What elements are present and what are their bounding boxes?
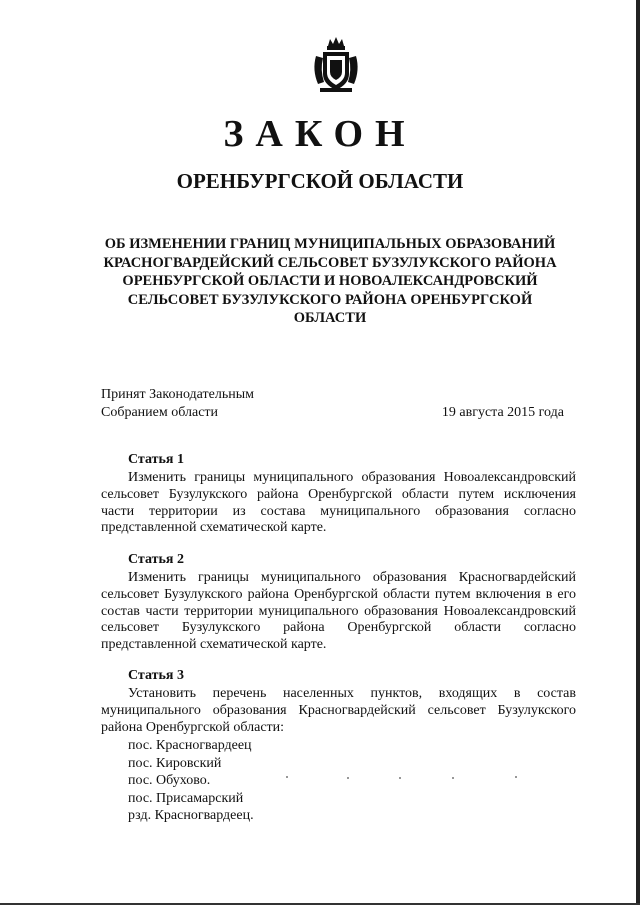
- coat-of-arms-icon: [310, 36, 362, 94]
- heading-line: КРАСНОГВАРДЕЙСКИЙ СЕЛЬСОВЕТ БУЗУЛУКСКОГО РАЙОНА: [103, 254, 557, 271]
- article-line: района Оренбургской области:: [101, 719, 285, 735]
- article-line: представленной схематической карте.: [101, 637, 327, 653]
- article-line: муниципального образования Красногвардейский сельсовет Бузулукского: [101, 702, 576, 718]
- heading-line: СЕЛЬСОВЕТ БУЗУЛУКСКОГО РАЙОНА ОРЕНБУРГСКОЙ: [127, 291, 533, 308]
- heading-line: ОРЕНБУРГСКОЙ ОБЛАСТИ И НОВОАЛЕКСАНДРОВСКИЙ: [122, 273, 538, 289]
- article-line: состав части территории муниципального образования Новоалександровский: [101, 603, 576, 619]
- list-item: пос. Обухово.: [128, 773, 211, 788]
- list-item: пос. Присамарский: [128, 790, 244, 806]
- adoption-line: Собранием области: [101, 405, 219, 420]
- article-line: Изменить границы муниципального образования Красногвардейский: [128, 570, 576, 585]
- article-line: сельсовет Бузулукского района Оренбургской области путем исключения: [101, 486, 576, 502]
- article-line: сельсовет Бузулукского района Оренбургской области согласно: [101, 620, 576, 636]
- article-2-title: Статья 2: [128, 552, 184, 567]
- list-item: пос. Красногвардеец: [128, 738, 252, 753]
- adoption-line: Принят Законодательным: [101, 387, 254, 402]
- article-3-text: [101, 686, 576, 736]
- article-3-title: Статья 3: [128, 668, 184, 683]
- article-1-title: Статья 1: [128, 452, 184, 467]
- heading-line: ОБЛАСТИ: [293, 310, 367, 326]
- adoption-note: [101, 386, 254, 422]
- list-item: рзд. Красногвардеец.: [128, 808, 254, 823]
- article-2-text: [101, 570, 576, 654]
- heading-line: ОБ ИЗМЕНЕНИИ ГРАНИЦ МУНИЦИПАЛЬНЫХ ОБРАЗОВАНИЙ: [104, 236, 556, 252]
- document-title: ЗАКОН: [223, 113, 417, 155]
- document-subtitle: ОРЕНБУРГСКОЙ ОБЛАСТИ: [176, 169, 464, 193]
- article-line: Установить перечень населенных пунктов, входящих в состав: [128, 686, 576, 701]
- article-line: Изменить границы муниципального образования Новоалександровский: [128, 470, 576, 485]
- article-1-text: [101, 470, 576, 537]
- law-heading: [90, 235, 570, 328]
- settlement-list: [128, 737, 254, 825]
- list-item: пос. Кировский: [128, 755, 222, 771]
- adoption-date: 19 августа 2015 года: [441, 405, 564, 420]
- article-line: сельсовет Бузулукского района Оренбургской области путем включения в его: [101, 586, 576, 602]
- article-line: представленной схематической карте.: [101, 520, 327, 536]
- article-line: части территории из состава муниципального образования согласно: [101, 503, 576, 519]
